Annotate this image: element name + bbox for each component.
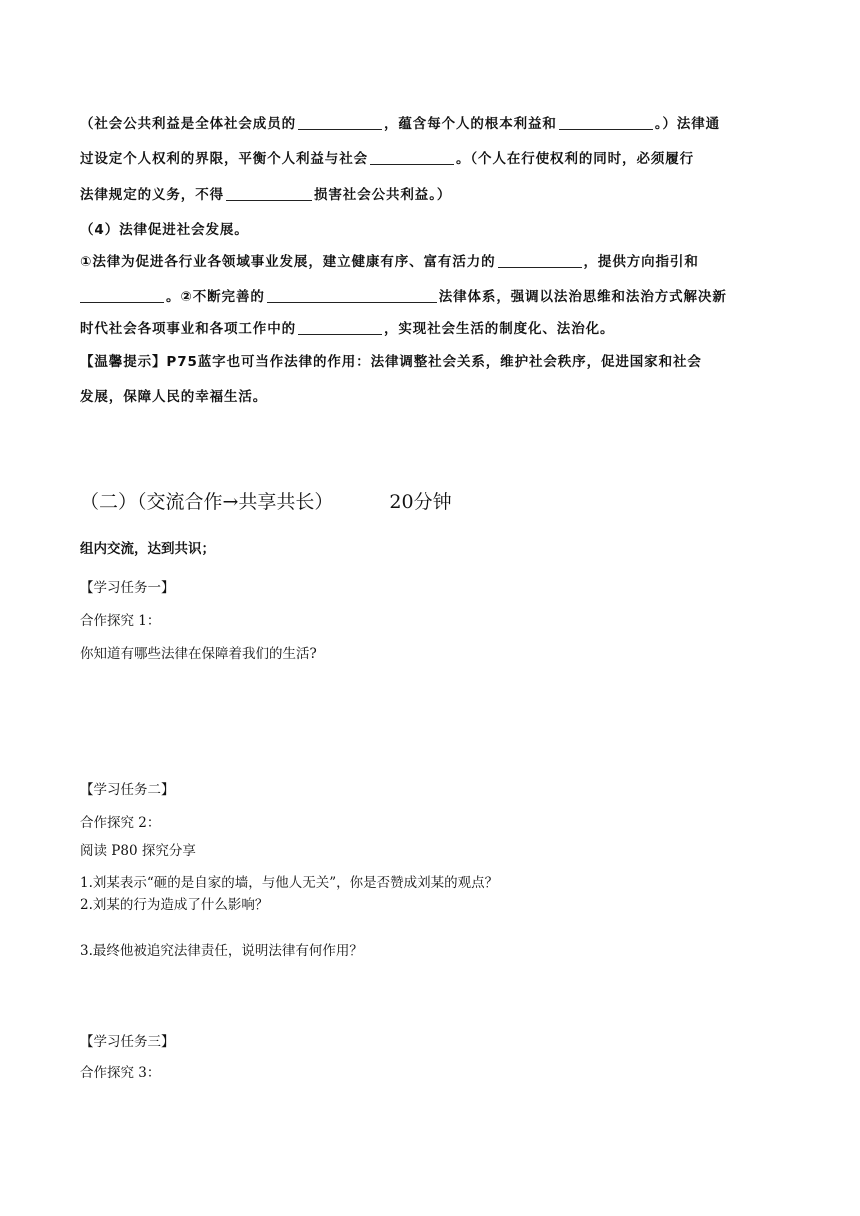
text-segment: ，提供方向指引和 <box>583 254 699 270</box>
text-segment: 法律规定的义务，不得 <box>80 187 224 203</box>
task-title: 【学习任务二】 <box>80 782 175 798</box>
fill-blank[interactable] <box>267 289 437 304</box>
fill-blank[interactable] <box>298 116 382 131</box>
task-label: 合作探究 2： <box>80 815 161 831</box>
fill-blank[interactable] <box>370 151 454 166</box>
text-segment: 。）法律通 <box>654 116 721 132</box>
tip-line: 发展，保障人民的幸福生活。 <box>80 389 268 405</box>
text-segment: 法律体系，强调以法治思维和法治方式解决新 <box>438 289 727 305</box>
text-segment: （社会公共利益是全体社会成员的 <box>80 116 296 132</box>
fill-blank[interactable] <box>226 187 312 202</box>
heading-time: 20分钟 <box>389 491 452 513</box>
task-question: 2.刘某的行为造成了什么影响？ <box>80 897 269 913</box>
text-segment: 过设定个人权利的界限，平衡个人利益与社会 <box>80 151 368 167</box>
text-segment: ，蕴含每个人的根本利益和 <box>384 116 557 132</box>
fill-blank[interactable] <box>559 116 653 131</box>
task-title: 【学习任务一】 <box>80 580 175 596</box>
task-label: 合作探究 1： <box>80 613 161 629</box>
task-question: 3.最终他被追究法律责任，说明法律有何作用？ <box>80 943 363 959</box>
text-line: （4）法律促进社会发展。 <box>80 222 249 238</box>
text-line <box>80 250 699 270</box>
text-segment: ，实现社会生活的制度化、法治化。 <box>384 321 615 337</box>
text-line <box>80 147 694 167</box>
subheading: 组内交流，达到共识； <box>80 541 215 557</box>
text-segment: ①法律为促进各行业各领域事业发展，建立健康有序、富有活力的 <box>80 254 496 270</box>
text-line <box>80 285 727 305</box>
text-segment: 损害社会公共利益。） <box>314 187 452 203</box>
text-segment: 。（个人在行使权利的同时，必须履行 <box>456 151 695 167</box>
fill-blank[interactable] <box>80 289 164 304</box>
task-question: 1.刘某表示“砸的是自家的墙，与他人无关”，你是否赞成刘某的观点？ <box>80 875 499 891</box>
fill-blank[interactable] <box>298 321 382 336</box>
section-heading <box>80 487 452 514</box>
fill-blank[interactable] <box>498 254 582 269</box>
task-reading: 阅读 P80 探究分享 <box>80 843 196 859</box>
text-line <box>80 183 451 203</box>
heading-text: （二）（交流合作→共享共长） <box>80 491 334 513</box>
task-title: 【学习任务三】 <box>80 1034 175 1050</box>
task-question: 你知道有哪些法律在保障着我们的生活? <box>80 646 317 662</box>
text-segment: 。②不断完善的 <box>166 289 265 305</box>
text-line <box>80 317 614 337</box>
text-segment: 时代社会各项事业和各项工作中的 <box>80 321 296 337</box>
text-line <box>80 112 720 132</box>
task-label: 合作探究 3： <box>80 1065 161 1081</box>
tip-line: 【温馨提示】P75蓝字也可当作法律的作用：法律调整社会关系，维护社会秩序，促进国家和社会 <box>80 354 702 370</box>
